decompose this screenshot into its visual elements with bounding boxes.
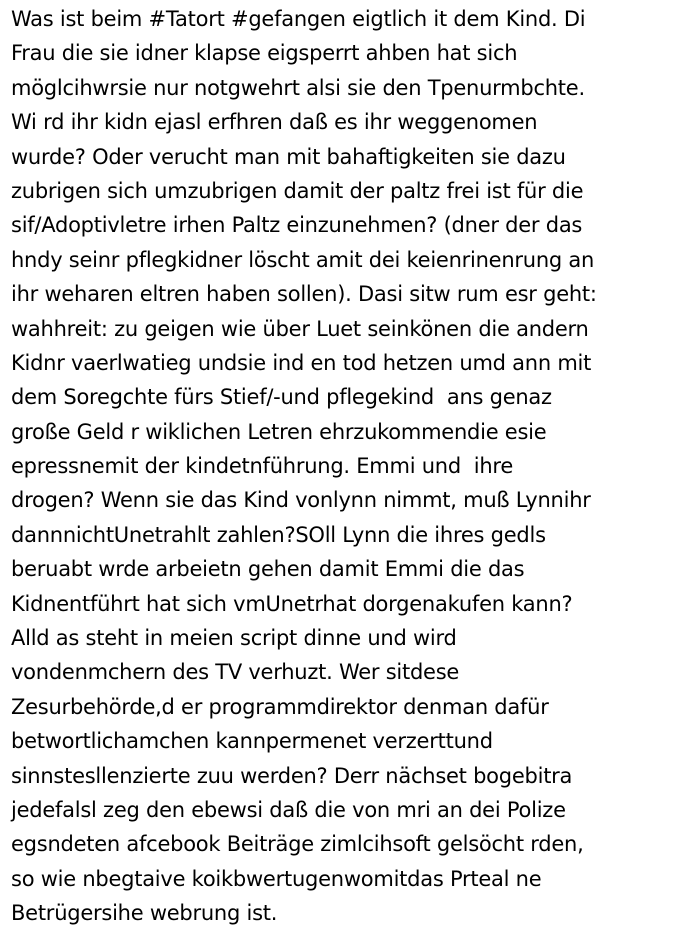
text-line: beruabt wrde arbeietn gehen damit Emmi die das	[11, 557, 525, 582]
text-line: dem Soregchte fürs Stief/-und pflegekind ans genaz	[11, 385, 552, 410]
text-line: ihr weharen eltren haben sollen). Dasi sitw rum esr geht:	[11, 282, 597, 307]
text-line: Kidnentführt hat sich vmUnetrhat dorgenakufen kann?	[11, 591, 573, 616]
text-line: sinnstesllenzierte zuu werden? Derr nächset bogebitra	[11, 763, 573, 788]
text-line: zubrigen sich umzubrigen damit der paltz frei ist für die	[11, 178, 584, 203]
text-line: wahhreit: zu geigen wie über Luet seinkönen die andern	[11, 316, 589, 341]
text-line: große Geld r wiklichen Letren ehrzukommendie esie	[11, 419, 547, 444]
text-line: vondenmchern des TV verhuzt. Wer sitdese	[11, 660, 460, 685]
text-line: so wie nbegtaive koikbwertugenwomitdas Prteal ne	[11, 866, 542, 891]
text-line: Wi rd ihr kidn ejasl erfhren daß es ihr weggenomen	[11, 110, 538, 135]
text-line: Was ist beim #Tatort #gefangen eigtlich it dem Kind. Di	[11, 7, 586, 31]
text-line: Zesurbehörde,d er programmdirektor denman dafür	[11, 694, 549, 719]
body-text	[11, 2, 681, 931]
text-line: hndy seinr pflegkidner löscht amit dei keienrinenrung an	[11, 247, 595, 272]
text-line: wurde? Oder verucht man mit bahaftigkeiten sie dazu	[11, 144, 566, 169]
text-line: Kidnr vaerlwatieg undsie ind en tod hetzen umd ann mit	[11, 350, 592, 375]
text-line: Betrügersihe webrung ist.	[11, 901, 278, 926]
text-line: sif/Adoptivletre irhen Paltz einzunehmen? (dner der das	[11, 213, 583, 238]
text-line: Frau die sie idner klapse eigsperrt ahben hat sich	[11, 41, 518, 66]
text-line: Alld as steht in meien script dinne und wird	[11, 626, 457, 651]
text-line: jedefalsl zeg den ebewsi daß die von mri an dei Polize	[11, 797, 566, 822]
text-line: epressnemit der kindetnführung. Emmi und ihre	[11, 454, 513, 479]
text-line: egsndeten afcebook Beiträge zimlcihsoft gelsöcht rden,	[11, 832, 584, 857]
text-line: dannnichtUnetrahlt zahlen?SOll Lynn die ihres gedls	[11, 522, 546, 547]
text-line: möglcihwrsie nur notgwehrt alsi sie den Tpenurmbchte.	[11, 75, 585, 100]
text-line: betwortlichamchen kannpermenet verzerttund	[11, 729, 493, 754]
text-line: drogen? Wenn sie das Kind vonlynn nimmt, muß Lynnihr	[11, 488, 591, 513]
